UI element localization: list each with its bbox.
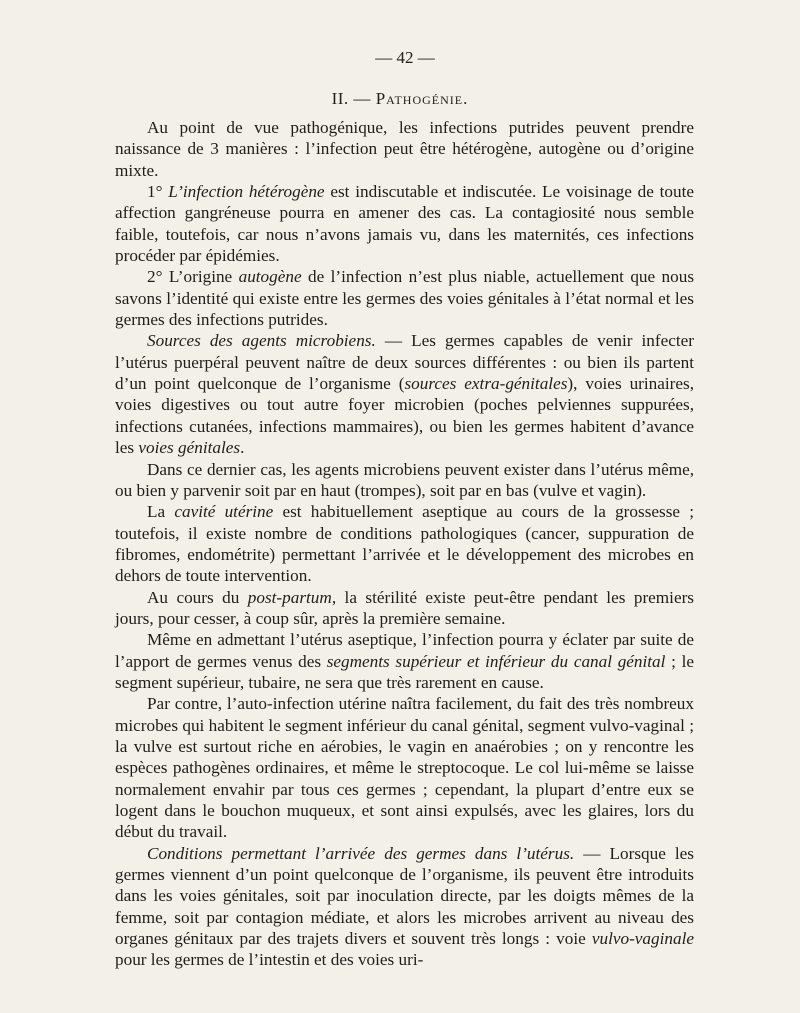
text-run: 1°: [147, 182, 169, 202]
body-text: [115, 117, 694, 971]
paragraph: [115, 330, 694, 458]
paragraph: [115, 843, 694, 971]
text-run: — Les germes capables de venir infecter l’utérus puerpéral peuvent naître de deux sources différentes : ou bien ils partent d’un point quelconque de l’organisme (: [115, 331, 694, 394]
italic-text: autogène: [238, 267, 302, 287]
section-title: Pathogénie.: [375, 89, 469, 108]
text-run: ; le segment supérieur, tubaire, ne sera que très rarement en cause.: [115, 651, 694, 692]
text-run: de l’infection n’est plus niable, actuellement que nous savons l’identité qui existe entre les germes des voies génitales à l’état normal et les germes des infections putrides.: [115, 267, 695, 330]
text-run: Au cours du: [147, 587, 248, 607]
italic-text: segments supérieur et inférieur du canal génital: [326, 651, 666, 671]
section-number: II. —: [331, 89, 371, 108]
italic-text: vulvo-vaginale: [591, 929, 694, 949]
text-run: Dans ce dernier cas, les agents microbiens peuvent exister dans l’utérus même, ou bien y parvenir soit par en haut (trompes), soit par en bas (vulve et vagin).: [115, 459, 694, 500]
italic-text: sources extra-génitales: [404, 374, 568, 394]
paragraph: [115, 501, 694, 586]
paragraph: [115, 459, 694, 502]
text-run: .: [240, 438, 245, 458]
paragraph: [115, 587, 694, 630]
text-run: Par contre, l’auto-infection utérine naîtra facilement, du fait des très nombreux microbes qui habitent le segment inférieur du canal génital, segment vulvo-vaginal ; la vulve est surtout riche en aérobies, le vagin en anaérobies ; on y rencontre les espèces pathogènes ordinaires, et même le streptocoque. Le col lui-même se laisse normalement envahir par tous ces germes ; cependant, la plupart d’entre eux se logent dans le bouchon muqueux, et sont ainsi expulsés, avec les glaires, lors du début du travail.: [115, 694, 694, 842]
text-run: — Lorsque les germes viennent d’un point quelconque de l’organisme, ils peuvent être introduits dans les voies génitales, soit par inoculation directe, par les doigts mêmes de la femme, soit par contagion médiate, et alors les microbes arrivent au niveau des organes génitaux par des trajets divers et souvent très longs : voie: [115, 843, 694, 949]
italic-text: post-partum: [247, 587, 332, 607]
paragraph: [115, 266, 694, 330]
italic-text: Conditions permettant l’arrivée des germes dans l’utérus.: [147, 843, 575, 863]
italic-text: cavité utérine: [174, 502, 274, 522]
text-run: , la stérilité existe peut-être pendant les premiers jours, pour cesser, à coup sûr, après la première semaine.: [115, 587, 694, 628]
italic-text: Sources des agents microbiens.: [147, 331, 376, 351]
text-run: La: [147, 502, 175, 522]
text-run: 2° L’origine: [147, 267, 239, 287]
text-run: est indiscutable et indiscutée. Le voisinage de toute affection gangréneuse pourra en amener des cas. La contagiosité nous semble faible, toutefois, car nous n’avons jamais vu, dans les maternités, ces infections procéder par épidémies.: [115, 182, 695, 266]
italic-text: voies génitales: [138, 438, 241, 458]
text-run: pour les germes de l’intestin et des voies uri-: [115, 950, 424, 970]
text-run: Même en admettant l’utérus aseptique, l’infection pourra y éclater par suite de l’apport de germes venus des: [115, 630, 694, 671]
paragraph: [115, 117, 694, 181]
text-run: Au point de vue pathogénique, les infections putrides peuvent prendre naissance de 3 manières : l’infection peut être hétérogène, autogène ou d’origine mixte.: [115, 118, 694, 180]
page-number: — 42 —: [375, 48, 435, 67]
section-heading: [0, 89, 800, 109]
paragraph: [115, 629, 694, 693]
italic-text: L’infection hétérogène: [168, 182, 325, 202]
paragraph: [115, 181, 694, 266]
text-run: ), voies urinaires, voies digestives ou tout autre foyer microbien (poches pelviennes suppurées, infections cutanées, infections mammaires), ou bien les germes habitent d’avance les: [115, 374, 694, 458]
text-run: est habituellement aseptique au cours de la grossesse ; toutefois, il existe nombre de conditions pathologiques (cancer, suppuration de fibromes, endométrite) permettant l’arrivée et le développement des microbes en dehors de toute intervention.: [115, 502, 694, 586]
paragraph: [115, 693, 694, 842]
